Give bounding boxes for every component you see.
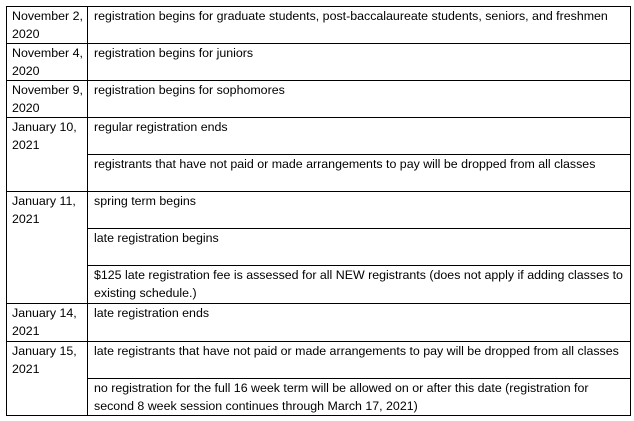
table-row xyxy=(7,304,631,342)
table-row xyxy=(7,192,631,229)
event-cell: spring term begins xyxy=(88,192,631,229)
event-cell: regular registration ends xyxy=(88,118,631,155)
date-cell: January 10, 2021 xyxy=(7,118,88,192)
date-cell: November 9, 2020 xyxy=(7,81,88,118)
event-cell: late registrants that have not paid or made arrangements to pay will be dropped from all classes xyxy=(88,342,631,379)
table-row xyxy=(7,155,631,192)
date-cell: November 4, 2020 xyxy=(7,44,88,81)
table-row xyxy=(7,229,631,266)
event-cell: late registration begins xyxy=(88,229,631,266)
table-row xyxy=(7,81,631,118)
table-row xyxy=(7,379,631,416)
event-cell: no registration for the full 16 week term will be allowed on or after this date (registration for second 8 week session continues through March 17, 2021) xyxy=(88,379,631,416)
event-cell: late registration ends xyxy=(88,304,631,342)
date-cell: November 2, 2020 xyxy=(7,7,88,44)
date-cell: January 14, 2021 xyxy=(7,304,88,342)
event-cell: registration begins for sophomores xyxy=(88,81,631,118)
event-cell: registrants that have not paid or made arrangements to pay will be dropped from all classes xyxy=(88,155,631,192)
registration-schedule-table xyxy=(6,6,631,416)
event-cell: registration begins for graduate students, post-baccalaureate students, seniors, and freshmen xyxy=(88,7,631,44)
table-row xyxy=(7,44,631,81)
table-row xyxy=(7,342,631,379)
table-row xyxy=(7,7,631,44)
event-cell: $125 late registration fee is assessed for all NEW registrants (does not apply if adding classes to existing schedule.) xyxy=(88,266,631,304)
date-cell: January 15, 2021 xyxy=(7,342,88,416)
event-cell: registration begins for juniors xyxy=(88,44,631,81)
table-row xyxy=(7,266,631,304)
date-cell: January 11, 2021 xyxy=(7,192,88,304)
table-row xyxy=(7,118,631,155)
